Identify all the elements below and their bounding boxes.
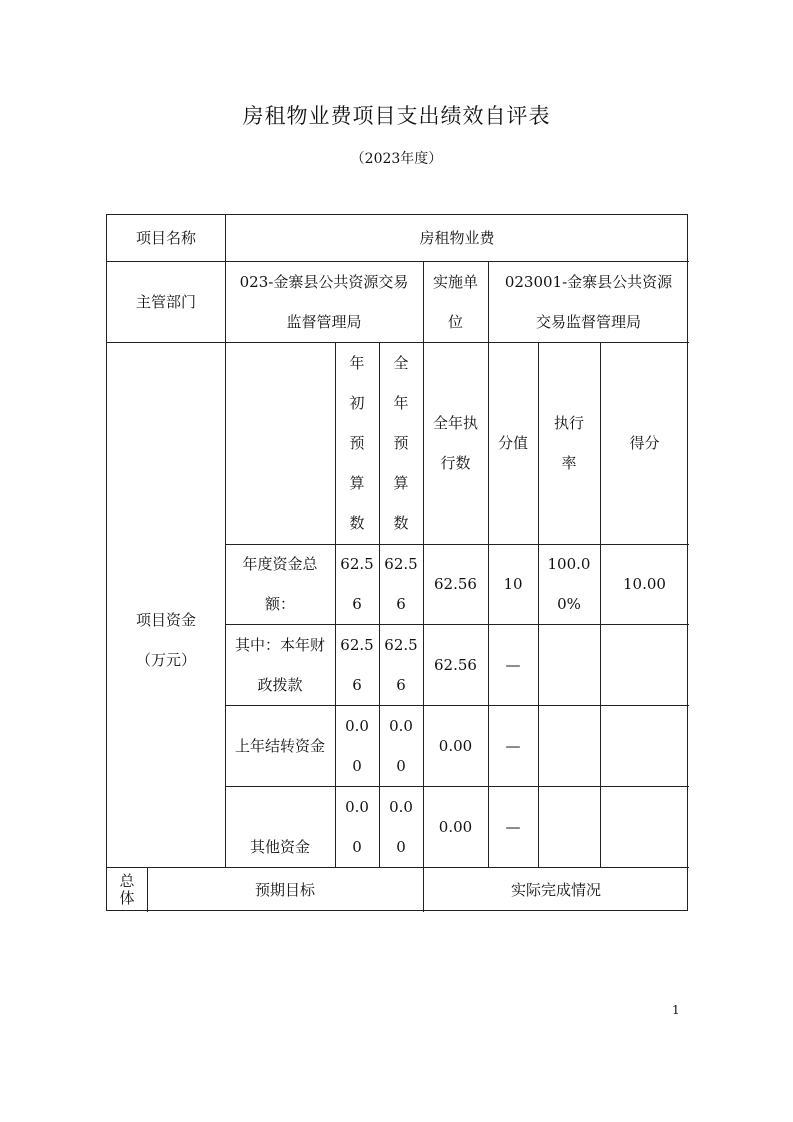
fund-row-value: — bbox=[505, 817, 521, 836]
fund-row-exec: 62.56 bbox=[434, 575, 477, 593]
page-title: 房租物业费项目支出绩效自评表 bbox=[242, 104, 551, 128]
project-name-value: 房租物业费 bbox=[419, 229, 495, 247]
fund-row-exec: 62.56 bbox=[434, 655, 477, 674]
project-name-label: 项目名称 bbox=[135, 229, 196, 247]
fund-row-name: 年度资金总额： bbox=[242, 555, 318, 613]
fund-row-name: 上年结转资金 bbox=[235, 736, 326, 755]
goals-actual: 实际完成情况 bbox=[510, 880, 601, 899]
fund-row-initial: 62.56 bbox=[340, 555, 374, 613]
impl-unit-label: 实施单位 bbox=[433, 272, 479, 331]
fund-row-value: 10 bbox=[503, 575, 523, 593]
funds-unit: （万元） bbox=[135, 650, 196, 669]
fund-row-value: — bbox=[505, 736, 521, 755]
page-number: 1 bbox=[672, 1003, 680, 1017]
header-rate: 执行率 bbox=[553, 414, 584, 472]
funds-label-cell bbox=[107, 342, 225, 867]
fund-row-full: 62.56 bbox=[384, 635, 418, 694]
header-initial-budget: 年初预算数 bbox=[349, 354, 365, 532]
goals-label: 总体 bbox=[119, 871, 135, 907]
fund-row-value: — bbox=[505, 655, 521, 674]
fund-row-score bbox=[600, 705, 689, 786]
fund-row-initial: 0.00 bbox=[345, 716, 369, 775]
fund-row-score bbox=[600, 624, 689, 705]
fund-row-rate: 100.00% bbox=[547, 555, 591, 613]
fund-row-name: 其中：本年财政拨款 bbox=[234, 635, 325, 694]
funds-label: 项目资金 bbox=[135, 610, 196, 629]
fund-row-name: 其他资金 bbox=[249, 838, 310, 856]
page-subtitle: （2023年度） bbox=[350, 151, 443, 167]
fund-row-initial: 0.00 bbox=[345, 797, 369, 856]
fund-row-rate bbox=[538, 624, 600, 705]
fund-row-rate bbox=[538, 705, 600, 786]
header-execution: 全年执行数 bbox=[432, 414, 478, 472]
header-full-budget: 全年预算数 bbox=[393, 354, 409, 532]
performance-table bbox=[106, 214, 688, 911]
fund-row-score: 10.00 bbox=[623, 575, 666, 593]
fund-row-score bbox=[600, 786, 689, 867]
fund-row-full: 0.00 bbox=[389, 716, 413, 775]
fund-row-rate bbox=[538, 786, 600, 867]
dept-label: 主管部门 bbox=[135, 292, 196, 311]
header-score-value: 分值 bbox=[497, 434, 528, 452]
fund-row-exec: 0.00 bbox=[438, 736, 473, 755]
header-score: 得分 bbox=[629, 434, 660, 452]
fund-row-full: 0.00 bbox=[389, 797, 413, 856]
impl-unit-value: 023001-金寨县公共资源交易监督管理局 bbox=[504, 272, 673, 331]
dept-value: 023-金寨县公共资源交易监督管理局 bbox=[239, 272, 409, 331]
fund-row-exec: 0.00 bbox=[438, 817, 473, 836]
fund-row-full: 62.56 bbox=[384, 555, 418, 613]
goals-expected: 预期目标 bbox=[254, 880, 315, 899]
fund-row-initial: 62.56 bbox=[340, 635, 374, 694]
